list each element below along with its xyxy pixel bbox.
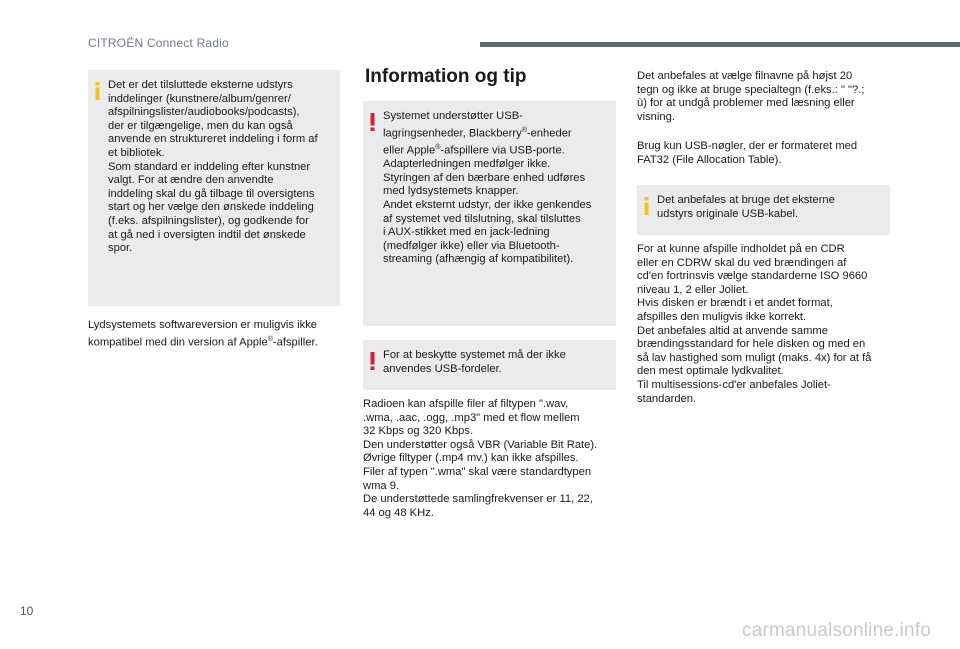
middle-paragraph: Radioen kan afspille filer af filtypen ".wav, .wma, .aac, .ogg, .mp3" med et flow mellem 32 Kbps og 320 Kbps. Den understøtter også VBR (Variable Bit Rate). Øvrige filtyper (.mp4 mv.) kan ikke afspilles. Filer af typen ".wma" skal være standardtypen wma 9. De understøttede samlingfrekvenser er 11, 22, 44 og 48 KHz. (363, 398, 598, 519)
info-box-left-text: Det er det tilsluttede eksterne udstyrs inddelinger (kunstnere/album/genrer/ afspilningslister/audiobooks/podcasts), der er tilgængelige, men du kan også anvende en struktureret inddeling i form af et bibliotek. Som standard er inddeling efter kunstner valgt. For at ændre den anvendte inddeling skal du gå tilbage til oversigtens start og her vælge den ønskede inddeling (f.eks. afspilningslister), og godkende for at gå ned i oversigten indtil det ønskede spor. (108, 79, 318, 255)
section-title: Information og tip (365, 66, 527, 87)
watermark: carmanualsonline.info (742, 620, 932, 641)
info-icon (94, 82, 101, 105)
warning-box-2-text: For at beskytte systemet må der ikke anvendes USB-fordeler. (383, 349, 566, 375)
info-box-right-text: Det anbefales at bruge det eksterne udstyrs originale USB-kabel. (657, 194, 835, 220)
right-paragraph-3: For at kunne afspille indholdet på en CDR eller en CDRW skal du ved brændingen af cd'en fortrinsvis vælge standarderne ISO 9660 niveau 1, 2 eller Joliet. Hvis disken er brændt i et andet format, afspilles den muligvis ikke korrekt. Det anbefales altid at anvende samme brændingsstandard for hele disken og med en så lav hastighed som muligt (maks. 4x) for at få den mest optimale lydkvalitet. Til multisessions-cd'er anbefales Joliet- standarden. (637, 243, 872, 405)
warning-box-1 (363, 101, 616, 326)
warning-icon (369, 352, 376, 375)
right-paragraph-2: Brug kun USB-nøgler, der er formateret med FAT32 (File Allocation Table). (637, 140, 858, 166)
info-icon (643, 197, 650, 220)
header-bar (480, 42, 960, 47)
left-paragraph: Lydsystemets softwareversion er muligvis ikke kompatibel med din version af Apple®-afspiller. (88, 319, 318, 349)
header-title: CITROËN Connect Radio (88, 36, 229, 50)
page-number: 10 (20, 604, 34, 618)
right-paragraph-1: Det anbefales at vælge filnavne på højst 20 tegn og ikke at bruge specialtegn (f.eks.: " "?.; ù) for at undgå problemer med læsning eller visning. (637, 70, 865, 123)
warning-box-2 (363, 340, 616, 390)
warning-icon (369, 113, 376, 136)
info-box-right (637, 185, 890, 235)
info-box-left (88, 70, 340, 306)
warning-box-1-text: Systemet understøtter USB- lagringsenheder, Blackberry®-enheder eller Apple®-afspillere via USB-porte. Adapterledningen medfølger ikke. Styringen af den bærbare enhed udføres med lydsystemets knapper. Andet eksternt udstyr, der ikke genkendes af systemet ved tilslutning, skal tilsluttes i AUX-stikket med en jack-ledning (medfølger ikke) eller via Bluetooth- streaming (afhængig af kompatibilitet). (383, 110, 592, 266)
